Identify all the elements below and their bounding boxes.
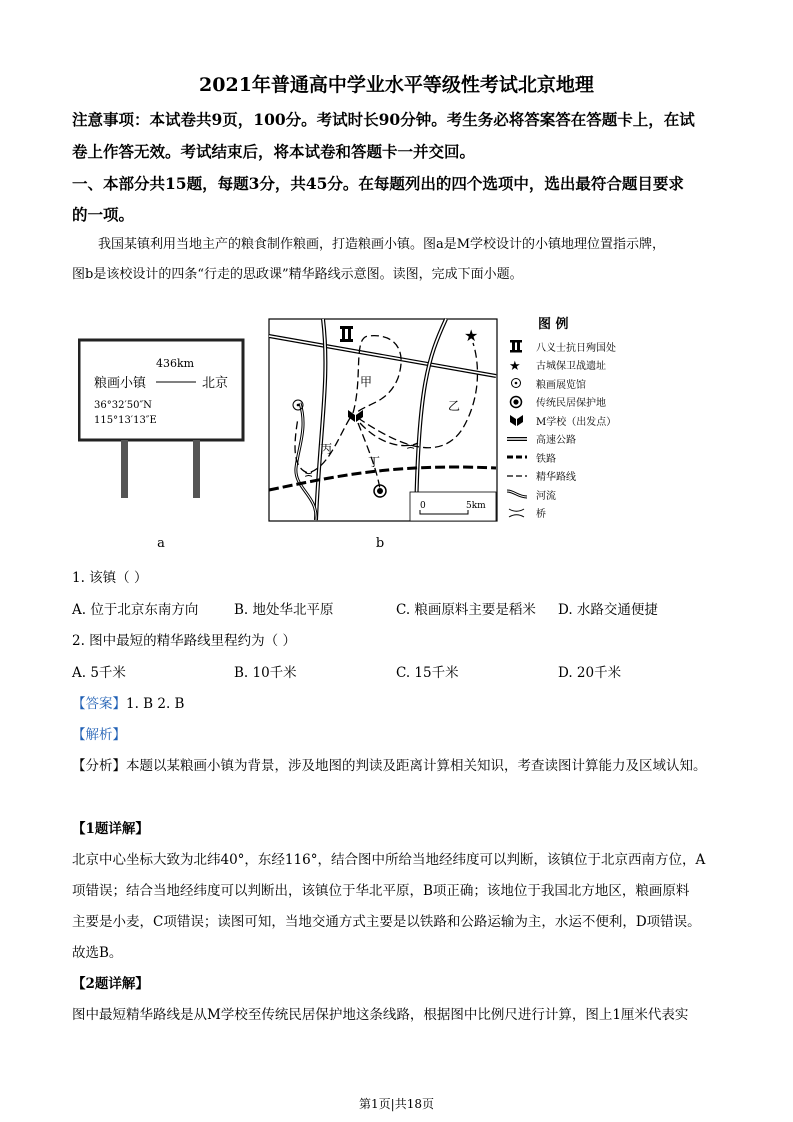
bridge-icon: ≍ [406,440,416,453]
route-label-bing: 丙 [320,442,333,456]
bridge-icon [506,506,528,520]
legend-item [506,467,616,486]
detail1-line: 主要是小麦，C项错误；读图可知，当地交通方式主要是以铁路和公路运输为主，水运不便利，D项错误。 [72,914,701,930]
q2-option-b: B. 10千米 [234,665,297,681]
route-label-jia: 甲 [360,375,373,389]
notice-line-1: 注意事项：本试卷共9页，100分。考试时长90分钟。考生务必将答案答在答题卡上，在试 [72,110,695,129]
legend-label: M学校（出发点） [535,416,617,428]
part1-line-2: 的一项。 [72,205,135,224]
q1-option-a: A. 位于北京东南方向 [72,602,199,618]
detail1-line: 北京中心坐标大致为北纬40°，东经116°，结合图中所给当地经纬度可以判断，该镇位于北京西南方位，A [72,852,706,868]
part1-line-1: 一、本部分共15题，每题3分，共45分。在每题列出的四个选项中，选出最符合题目要求 [72,174,684,193]
river-icon [506,487,528,501]
figure-a-caption: a [157,536,165,550]
detail2-heading: 【2题详解】 [72,976,149,992]
school-icon [506,413,528,427]
notice-line-2: 卷上作答无效。考试结束后，将本试卷和答题卡一并交回。 [72,142,476,161]
figure-b-map [268,318,498,553]
legend-title: 图 例 [538,317,569,332]
sign-longitude: 115°13′13″E [94,415,157,426]
detail1-line: 故选B。 [72,945,123,961]
route-icon [506,469,528,483]
analysis-summary: 【分析】本题以某粮画小镇为背景，涉及地图的判读及距离计算相关知识，考查读图计算能力及区域认知。 [72,758,707,774]
legend-item [506,374,616,393]
scale-start: 0 [420,501,426,511]
highway-icon [506,432,528,446]
route-label-ding: 丁 [368,455,381,469]
legend-label: 古城保卫战遗址 [536,361,606,373]
q2-option-a: A. 5千米 [72,665,126,681]
legend-item [506,393,616,412]
q1-stem: 1. 该镇（ ） [72,570,148,586]
legend-label: 传统民居保护地 [536,398,606,410]
legend-label: 粮画展览馆 [536,379,586,391]
legend-label: 铁路 [536,453,556,465]
legend-item [506,485,616,504]
exhibition-icon [506,376,528,390]
legend-item [506,430,616,449]
detail1-heading: 【1题详解】 [72,821,149,837]
figure-a-signboard [78,335,248,550]
q1-option-d: D. 水路交通便捷 [558,602,658,618]
legend-label: 桥 [536,509,546,521]
bridge-icon: ≍ [304,468,314,481]
railway-icon [506,450,528,464]
legend-item [506,356,616,375]
q2-option-d: D. 20千米 [558,665,622,681]
detail1-line: 项错误；结合当地经纬度可以判断出，该镇位于华北平原，B项正确；该地位于我国北方地区，粮画原料 [72,883,690,899]
star-icon: ★ [464,326,479,345]
q2-option-c: C. 15千米 [396,665,459,681]
page-title: 2021年普通高中学业水平等级性考试北京地理 [199,74,594,96]
svg-text:★: ★ [509,358,521,372]
sign-beijing: 北京 [202,376,229,391]
figure-b-caption: b [375,536,385,551]
legend-label: 高速公路 [536,435,576,447]
sign-distance: 436km [155,357,195,370]
legend-item [506,337,616,356]
page-footer: 第1页|共18页 [359,1097,434,1111]
legend-item [506,504,616,523]
legend-label: 河流 [536,490,556,502]
answer-tag: 【答案】 [72,696,126,712]
folk-house-icon [506,395,528,409]
q2-stem: 2. 图中最短的精华路线里程约为（ ） [72,633,296,649]
legend [506,313,616,522]
intro-line-1: 我国某镇利用当地主产的粮食制作粮画，打造粮画小镇。图a是M学校设计的小镇地理位置指示牌， [98,237,666,252]
sign-town: 粮画小镇 [94,376,147,391]
answer-line [72,692,184,712]
analysis-tag: 【解析】 [72,727,126,743]
legend-item [506,411,616,430]
legend-label: 八义士抗日殉国处 [536,342,616,354]
intro-line-2: 图b是该校设计的四条“行走的思政课”精华路线示意图。读图，完成下面小题。 [72,267,523,282]
scale-end: 5km [466,501,486,511]
q1-option-c: C. 粮画原料主要是稻米 [396,602,536,618]
detail2-line: 图中最短精华路线是从M学校至传统民居保护地这条线路，根据图中比例尺进行计算，图上1厘米代表实 [72,1007,689,1023]
sign-latitude: 36°32′50″N [94,400,152,411]
legend-label: 精华路线 [536,472,576,484]
route-label-yi: 乙 [448,399,461,413]
legend-item [506,448,616,467]
q1-option-b: B. 地处华北平原 [234,602,334,618]
memorial-icon [506,339,528,353]
star-icon [506,358,528,372]
answer-text: 1. B 2. B [126,696,185,712]
